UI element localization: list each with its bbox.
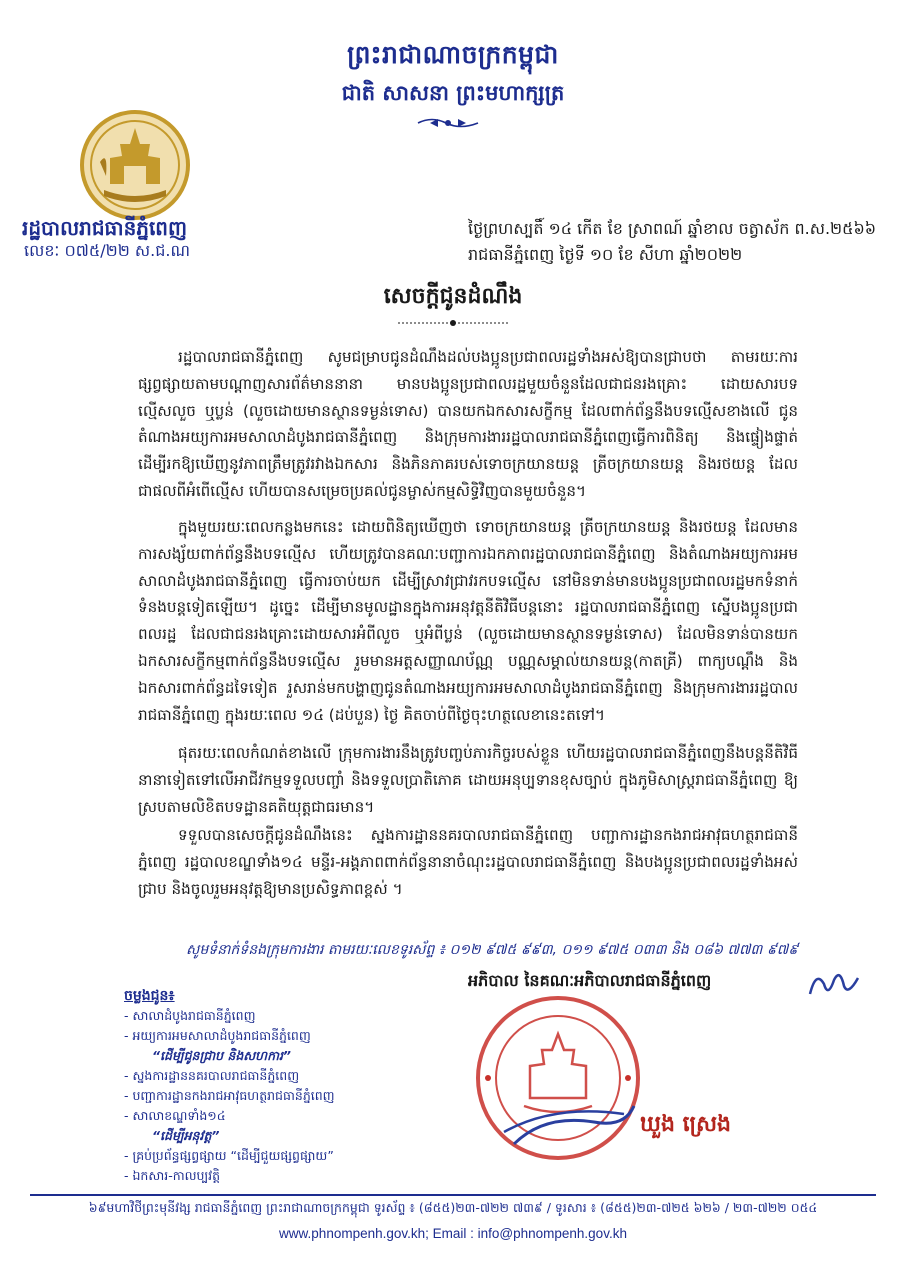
footer-web-email[interactable]: www.phnompenh.gov.kh; Email : info@phnompenh.gov.kh	[279, 1226, 627, 1241]
cc-title: ចម្លងជូន៖	[124, 988, 175, 1004]
contact-line: សូមទំនាក់ទំនងក្រុមការងារ តាមរយៈលេខទូរស័ព្ទ ៖ ០១២ ៩៧៥ ៩៩៣, ០១១ ៩៧៥ ០៣៣ និង ០៨៦ ៧៧៣ ៩៧៩	[186, 942, 799, 958]
handwritten-signature-icon	[806, 964, 862, 1004]
paragraph-4: ទទួលបានសេចក្តីជូនដំណឹងនេះ ស្នងការដ្ឋាននគរបាលរាជធានីភ្នំពេញ បញ្ជាការដ្ឋានកងរាជអាវុធហត្ថរាជធានីភ្នំពេញ រដ្ឋបាលខណ្ឌទាំង១៤ មន្ទីរ-អង្គភាពពាក់ព័ន្ធនានាចំណុះរដ្ឋបាលរាជធានីភ្នំពេញ និងបងប្អូនប្រជាពលរដ្ឋទាំងអស់ជ្រាប និងចូលរួមអនុវត្តឱ្យមានប្រសិទ្ធភាពខ្ពស់ ។	[138, 826, 798, 898]
cc-item-note: “ដើម្បីអនុវត្ត”	[152, 1128, 220, 1143]
cc-item: - អយ្យការអមសាលាដំបូងរាជធានីភ្នំពេញ	[124, 1028, 311, 1043]
paragraph-2: ក្នុងមួយរយៈពេលកន្លងមកនេះ ដោយពិនិត្យឃើញថា ទោចក្រយានយន្ត ត្រីចក្រយានយន្ត និងរថយន្ត ដែលមានការសង្ស័យពាក់ព័ន្ធនឹងបទល្មើស ហើយត្រូវបានគណៈបញ្ជាការឯកភាពរដ្ឋបាលរាជធានីភ្នំពេញ និងតំណាងអយ្យការអមសាលាដំបូងរាជធានីភ្នំពេញ ធ្វើការចាប់យក ដើម្បីស្រាវជ្រាវរកបទល្មើស នៅមិនទាន់មានបងប្អូនប្រជាពលរដ្ឋមកទំនាក់ទំនងបន្តទៀតឡើយ។ ដូច្នេះ ដើម្បីមានមូលដ្ឋានក្នុងការអនុវត្តនីតិវិធីបន្តនោះ រដ្ឋបាលរាជធានីភ្នំពេញ ស្នើបងប្អូនប្រជាពលរដ្ឋ ដែលជាជនរងគ្រោះដោយសារអំពីលួច ឬអំពីប្លន់ (លួចដោយមានស្ថានទម្ងន់ទោស) ដែលមិនទាន់បានយកឯកសារសក្ខីកម្មពាក់ព័ន្ធនឹងបទល្មើស រួមមានអត្តសញ្ញាណប័ណ្ណ បណ្ណសម្គាល់យានយន្ត(កាតគ្រី) ពាក្យបណ្តឹង និងឯកសារពាក់ព័ន្ធដទៃទៀត រួសរាន់មកបង្ហាញជូនតំណាងអយ្យការអមសាលាដំបូងរាជធានីភ្នំពេញ និងក្រុមការងាររដ្ឋបាលរាជធានីភ្នំពេញ ក្នុងរយៈពេល ១៤ (ដប់បួន) ថ្ងៃ គិតចាប់ពីថ្ងៃចុះហត្ថលេខានេះតទៅ។	[138, 518, 798, 724]
cc-item: - ស្នងការដ្ឋាននគរបាលរាជធានីភ្នំពេញ	[124, 1068, 300, 1083]
solar-date: រាជធានីភ្នំពេញ ថ្ងៃទី ១០ ខែ សីហា ឆ្នាំ២០២២	[468, 245, 743, 264]
kingdom-heading: ព្រះរាជាណាចក្រកម្ពុជា	[347, 40, 559, 69]
cc-item-note: “ដើម្បីជូនជ្រាប និងសហការ”	[152, 1048, 291, 1063]
national-motto: ជាតិ សាសនា ព្រះមហាក្សត្រ	[341, 81, 565, 105]
title-ornament-icon	[398, 318, 508, 328]
document-title: សេចក្តីជូនដំណឹង	[383, 284, 523, 309]
signer-title: អភិបាល នៃគណៈអភិបាលរាជធានីភ្នំពេញ	[468, 971, 712, 990]
lunar-date: ថ្ងៃព្រហស្បតិ៍ ១៤ កើត ខែ ស្រាពណ៍ ឆ្នាំខាល ចត្វាស័ក ព.ស.២៥៦៦	[468, 219, 877, 238]
ornament-divider-icon	[416, 116, 480, 130]
official-seal-icon	[474, 994, 642, 1162]
reference-number: លេខៈ ០៧៥/២២ ស.ជ.ណ	[24, 241, 191, 260]
cc-item: - បញ្ជាការដ្ឋានកងរាជអាវុធហត្ថរាជធានីភ្នំពេញ	[124, 1088, 335, 1103]
cc-item: - គ្រប់ប្រព័ន្ធផ្សព្វផ្សាយ “ដើម្បីជួយផ្សព្វផ្សាយ”	[124, 1148, 334, 1163]
cc-item: - ឯកសារ-កាលប្បវត្តិ	[124, 1168, 221, 1183]
cc-item: - សាលាដំបូងរាជធានីភ្នំពេញ	[124, 1008, 256, 1023]
issuer-name: រដ្ឋបាលរាជធានីភ្នំពេញ	[22, 216, 188, 240]
cc-list	[124, 1006, 335, 1186]
paragraph-3: ផុតរយៈពេលកំណត់ខាងលើ ក្រុមការងារនឹងត្រូវបញ្ចប់ភារកិច្ចរបស់ខ្លួន ហើយរដ្ឋបាលរាជធានីភ្នំពេញនឹងបន្តនីតិវិធីនានាទៀតទៅលើអាជីវកម្មទទួលបញ្ចាំ និងទទួលប្រាតិភោគ ដោយអនុប្បទានខុសច្បាប់ ក្នុងភូមិសាស្ត្ររាជធានីភ្នំពេញ ឱ្យស្របតាមលិខិតបទដ្ឋានគតិយុត្តជាធរមាន។	[138, 744, 798, 816]
phnom-penh-emblem-icon	[80, 110, 190, 220]
paragraph-1: រដ្ឋបាលរាជធានីភ្នំពេញ សូមជម្រាបជូនដំណឹងដល់បងប្អូនប្រជាពលរដ្ឋទាំងអស់ឱ្យបានជ្រាបថា តាមរយៈការផ្សព្វផ្សាយតាមបណ្តាញសារព័ត៌មាននានា មានបងប្អូនប្រជាពលរដ្ឋមួយចំនួនដែលជាជនរងគ្រោះ ដោយសារបទល្មើសលួច ឬប្លន់ (លួចដោយមានស្ថានទម្ងន់ទោស) បានយកឯកសារសក្ខីកម្ម ដែលពាក់ព័ន្ធនឹងបទល្មើសខាងលើ ជូនតំណាងអយ្យការអមសាលាដំបូងរាជធានីភ្នំពេញ និងក្រុមការងាររដ្ឋបាលរាជធានីភ្នំពេញធ្វើការពិនិត្យ និងផ្ទៀងផ្ទាត់ ដើម្បីរកឱ្យឃើញនូវភាពត្រឹមត្រូវរវាងឯកសារ និងភិនភាគរបស់ទោចក្រយានយន្ត ត្រីចក្រយានយន្ត និងរថយន្ត ដែលជាផលពីអំពើល្មើស ហើយបានសម្រេចប្រគល់ជូនម្ចាស់កម្មសិទ្ធិវិញបានមួយចំនួន។	[138, 348, 798, 500]
signer-name: ឃួង ស្រេង	[640, 1112, 732, 1137]
footer-divider	[30, 1194, 876, 1196]
footer-address: ៦៩មហាវិថីព្រះមុនីវង្ស រាជធានីភ្នំពេញ ព្រះរាជាណាចក្រកម្ពុជា ទូរស័ព្ទ ៖ (៨៥៥)២៣-៧២២ ៧៣៩ / ទូរសារ ៖ (៨៥៥)២៣-៧២៥ ៦២៦ / ២៣-៧២២ ០៥៤	[88, 1200, 818, 1215]
cc-item: - សាលាខណ្ឌទាំង១៤	[124, 1108, 226, 1123]
